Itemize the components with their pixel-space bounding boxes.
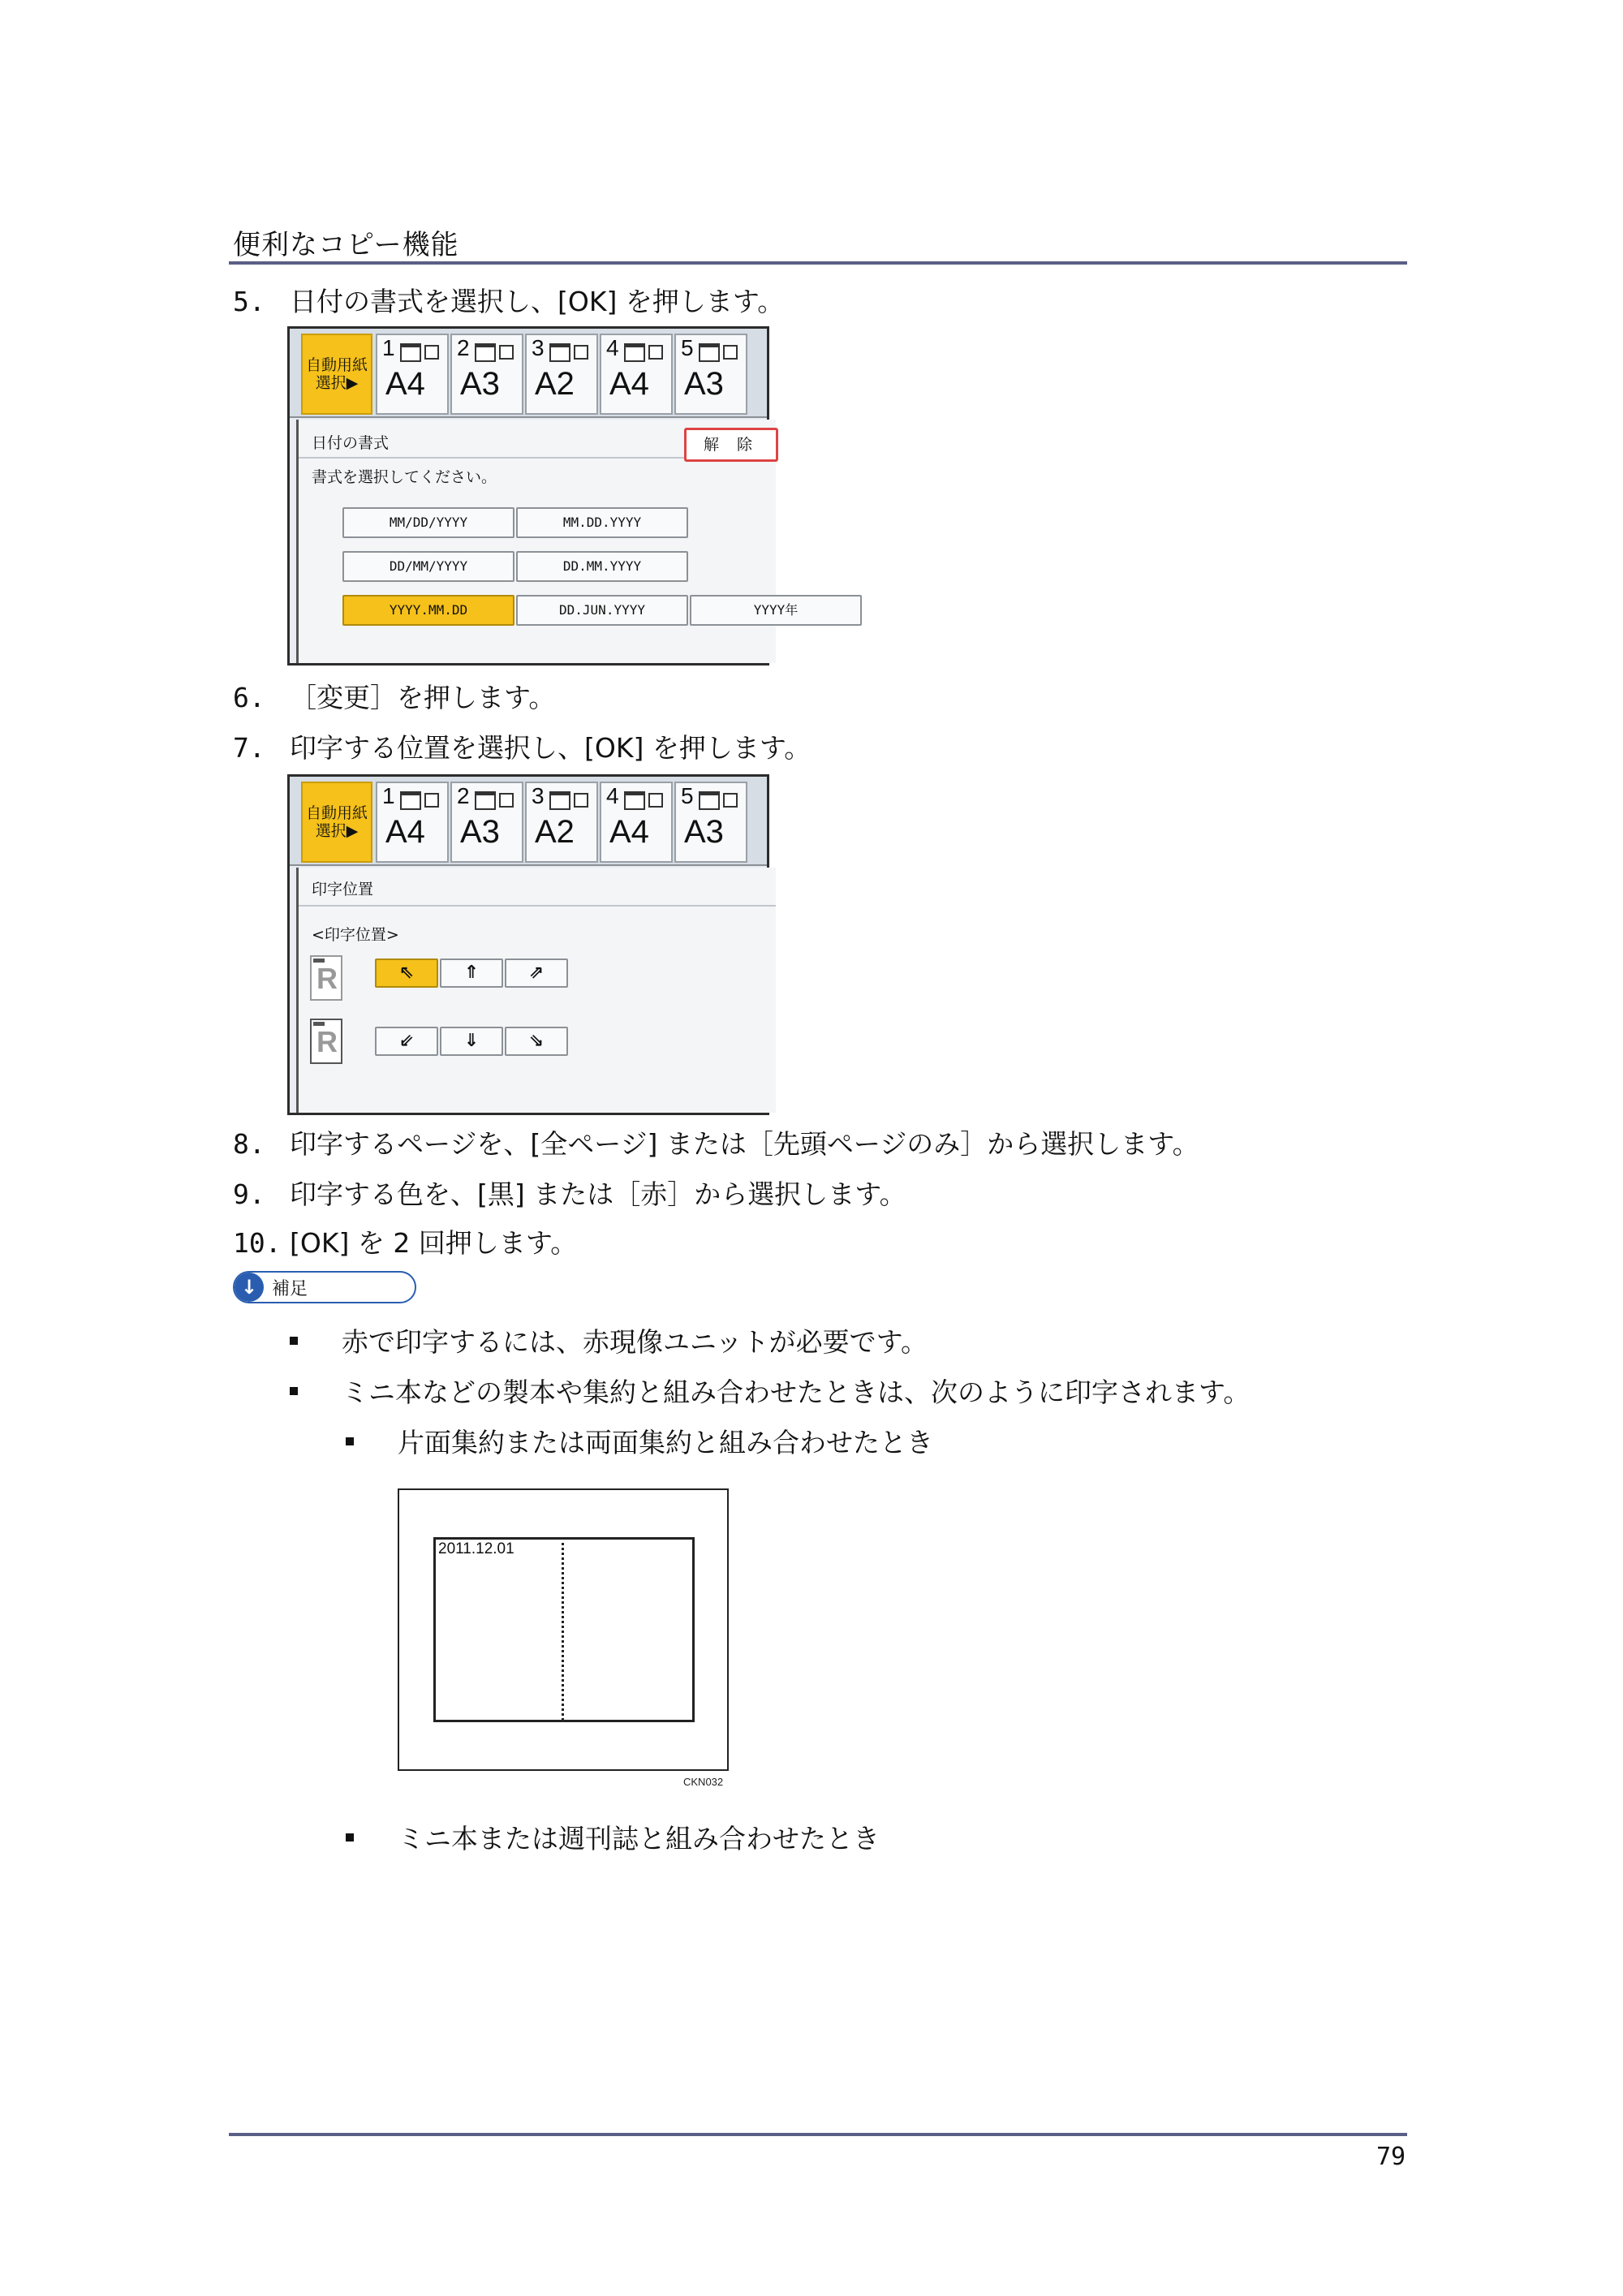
tray-1-button[interactable] xyxy=(376,782,449,863)
step-text: ［変更］を押します。 xyxy=(290,682,556,713)
bullet-marker xyxy=(346,1437,354,1445)
page-number: 79 xyxy=(1376,2143,1406,2171)
paper-orientation-icon xyxy=(648,793,663,808)
note-label: 補足 xyxy=(272,1279,308,1299)
step-text: 印字する色を、[黒] または［赤］から選択します。 xyxy=(290,1178,906,1210)
format-option-button[interactable]: DD.JUN.YYYY xyxy=(516,595,688,626)
paper-stack-icon xyxy=(549,791,570,810)
tray-number: 2 xyxy=(457,335,470,360)
tray-4-button[interactable] xyxy=(600,334,673,415)
format-option-button-selected[interactable]: YYYY.MM.DD xyxy=(342,595,514,626)
tray-size: A4 xyxy=(385,814,425,850)
step-number: 7. xyxy=(233,732,265,764)
position-bottom-left-button[interactable]: ⇙ xyxy=(375,1027,438,1056)
tray-3-button[interactable] xyxy=(525,782,598,863)
format-option-button[interactable]: MM.DD.YYYY xyxy=(516,507,688,538)
bullet-text: 赤で印字するには、赤現像ユニットが必要です。 xyxy=(342,1326,928,1358)
step-9 xyxy=(233,1174,906,1212)
step-text: 印字する位置を選択し、[OK] を押します。 xyxy=(290,732,812,764)
tray-number: 5 xyxy=(681,783,694,808)
tray-number: 1 xyxy=(382,335,395,360)
instruction-text: 書式を選択してください。 xyxy=(312,468,497,486)
auto-paper-label: 自動用紙 xyxy=(305,804,368,822)
format-option-button[interactable]: YYYY年 xyxy=(690,595,862,626)
bullet-marker xyxy=(290,1337,298,1345)
page-icon-letter: R xyxy=(316,1025,338,1058)
tray-size: A3 xyxy=(684,366,724,402)
section-title: 印字位置 xyxy=(312,881,374,898)
bullet-marker xyxy=(346,1833,354,1842)
note-badge xyxy=(233,1271,416,1303)
format-option-button[interactable]: MM/DD/YYYY xyxy=(342,507,514,538)
tray-number: 3 xyxy=(532,783,545,808)
tray-5-button[interactable] xyxy=(674,334,747,415)
position-bottom-right-button[interactable]: ⇘ xyxy=(505,1027,568,1056)
step-number: 6. xyxy=(233,682,265,713)
cancel-button[interactable]: 解 除 xyxy=(684,428,778,462)
paper-stack-icon xyxy=(400,791,421,810)
divider xyxy=(299,905,776,907)
bullet-text: ミニ本または週刊誌と組み合わせたとき xyxy=(398,1823,880,1854)
step-text: 日付の書式を選択し、[OK] を押します。 xyxy=(290,286,785,317)
tray-size: A2 xyxy=(535,366,575,402)
paper-orientation-icon xyxy=(648,345,663,360)
tray-2-button[interactable] xyxy=(450,782,523,863)
diagram-code: CKN032 xyxy=(683,1776,724,1788)
paper-orientation-icon xyxy=(424,345,439,360)
paper-tray-bar xyxy=(290,329,767,418)
tray-size: A3 xyxy=(460,814,500,850)
step-number: 10. xyxy=(233,1227,282,1259)
position-group-label: <印字位置> xyxy=(312,926,399,944)
step-8 xyxy=(233,1123,1199,1161)
tray-number: 4 xyxy=(606,783,619,808)
step-number: 5. xyxy=(233,286,265,317)
page-icon-letter: R xyxy=(316,962,338,995)
paper-stack-icon xyxy=(699,343,720,362)
section-title: 日付の書式 xyxy=(312,434,390,452)
tray-number: 2 xyxy=(457,783,470,808)
step-6 xyxy=(233,677,555,715)
auto-paper-sublabel: 選択▶ xyxy=(315,374,359,392)
paper-stack-icon xyxy=(400,343,421,362)
print-position-screen xyxy=(287,774,769,1115)
paper-stack-icon xyxy=(475,343,496,362)
step-10 xyxy=(233,1222,577,1260)
paper-orientation-icon xyxy=(723,793,738,808)
combine-diagram-sheet xyxy=(433,1537,695,1722)
paper-stack-icon xyxy=(699,791,720,810)
position-top-right-button[interactable]: ⇗ xyxy=(505,958,568,988)
position-top-left-button[interactable]: ⇖ xyxy=(375,958,438,988)
paper-stack-icon xyxy=(475,791,496,810)
bullet-text: 片面集約または両面集約と組み合わせたとき xyxy=(398,1427,933,1458)
combine-diagram-fold-line xyxy=(562,1537,564,1721)
tray-size: A3 xyxy=(684,814,724,850)
paper-tray-bar xyxy=(290,777,767,866)
step-text: 印字するページを、[全ページ] または［先頭ページのみ］から選択します。 xyxy=(290,1128,1199,1160)
auto-paper-label: 自動用紙 xyxy=(305,356,368,374)
sub-bullet-item xyxy=(346,1422,933,1460)
tray-size: A4 xyxy=(609,814,649,850)
diagram-date-stamp: 2011.12.01 xyxy=(438,1540,514,1557)
paper-orientation-icon xyxy=(574,793,588,808)
tray-4-button[interactable] xyxy=(600,782,673,863)
paper-orientation-icon xyxy=(723,345,738,360)
bullet-item xyxy=(290,1321,928,1359)
tray-size: A4 xyxy=(609,366,649,402)
auto-paper-select-button[interactable] xyxy=(301,334,372,415)
format-option-button[interactable]: DD.MM.YYYY xyxy=(516,551,688,582)
step-text: [OK] を 2 回押します。 xyxy=(290,1227,578,1259)
position-top-center-button[interactable]: ⇑ xyxy=(440,958,503,988)
print-position-body xyxy=(296,868,776,1113)
page-bottom-icon xyxy=(310,1019,342,1064)
sub-bullet-item xyxy=(346,1818,880,1856)
tray-number: 3 xyxy=(532,335,545,360)
tray-3-button[interactable] xyxy=(525,334,598,415)
bullet-marker xyxy=(290,1387,298,1395)
arrow-down-icon: ↓ xyxy=(235,1273,264,1302)
step-number: 9. xyxy=(233,1178,265,1210)
paper-stack-icon xyxy=(624,343,645,362)
tray-number: 5 xyxy=(681,335,694,360)
paper-orientation-icon xyxy=(499,793,514,808)
tray-size: A3 xyxy=(460,366,500,402)
bullet-text: ミニ本などの製本や集約と組み合わせたときは、次のように印字されます。 xyxy=(342,1376,1251,1408)
tray-number: 4 xyxy=(606,335,619,360)
step-5 xyxy=(233,281,784,319)
step-7 xyxy=(233,727,811,765)
page-top-icon xyxy=(310,955,342,1001)
tray-number: 1 xyxy=(382,783,395,808)
bullet-item xyxy=(290,1372,1250,1410)
position-bottom-center-button[interactable]: ⇓ xyxy=(440,1027,503,1056)
footer-rule xyxy=(229,2133,1407,2136)
paper-orientation-icon xyxy=(574,345,588,360)
tray-2-button[interactable] xyxy=(450,334,523,415)
page-header-title: 便利なコピー機能 xyxy=(233,229,459,261)
tray-size: A4 xyxy=(385,366,425,402)
tray-1-button[interactable] xyxy=(376,334,449,415)
header-rule xyxy=(229,261,1407,265)
tray-5-button[interactable] xyxy=(674,782,747,863)
step-number: 8. xyxy=(233,1128,265,1160)
format-option-button[interactable]: DD/MM/YYYY xyxy=(342,551,514,582)
paper-orientation-icon xyxy=(424,793,439,808)
paper-stack-icon xyxy=(624,791,645,810)
date-format-screen xyxy=(287,326,799,666)
paper-orientation-icon xyxy=(499,345,514,360)
auto-paper-select-button[interactable] xyxy=(301,782,372,863)
auto-paper-sublabel: 選択▶ xyxy=(315,822,359,840)
tray-size: A2 xyxy=(535,814,575,850)
paper-stack-icon xyxy=(549,343,570,362)
